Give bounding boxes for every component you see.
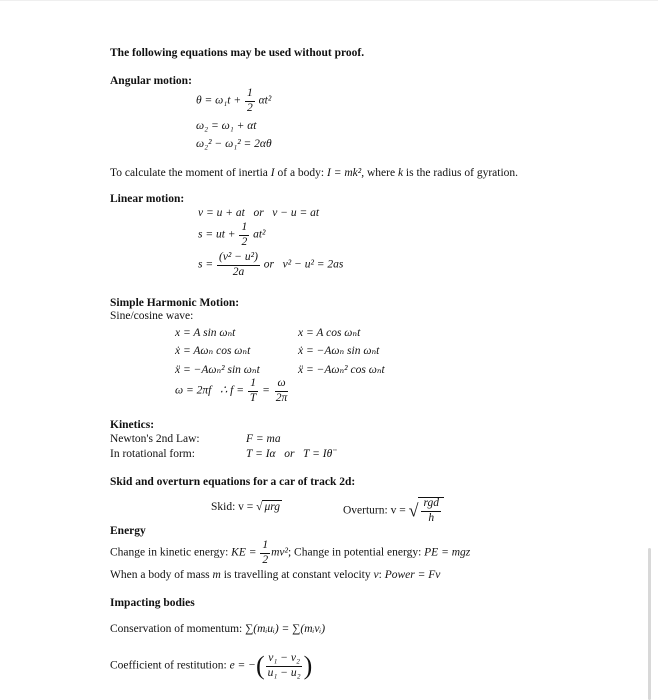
shm-right-0: x = A cos ωₙt — [298, 327, 361, 339]
energy-line2-b: is travelling at constant velocity — [220, 569, 374, 581]
fraction-numerator: v₁ − v₂ — [266, 653, 302, 667]
skid-root: μrg — [264, 501, 281, 513]
linear-heading: Linear motion: — [110, 193, 185, 205]
angular-eq1 — [196, 88, 271, 114]
skid-formula — [211, 500, 282, 513]
fraction-numerator: 1 — [239, 222, 249, 236]
energy-var-v: v — [373, 569, 379, 581]
impact-heading: Impacting bodies — [110, 597, 195, 609]
vertical-scrollbar[interactable] — [648, 548, 651, 700]
fraction-numerator: 1 — [248, 378, 258, 392]
overturn-formula — [343, 497, 444, 524]
fraction-denominator: u₁ − u₂ — [267, 666, 301, 679]
right-paren-icon: ) — [303, 651, 313, 680]
inertia-line — [110, 167, 518, 179]
kinetics-row1-eq: F = ma — [246, 433, 281, 445]
kinetics-row1-label: Newton's 2nd Law: — [110, 433, 200, 445]
inertia-text-mid: of a body: — [274, 167, 328, 179]
energy-ke2: mv² — [271, 546, 288, 559]
shm-right-1: ẋ = −Aωₙ sin ωₙt — [298, 345, 380, 357]
sqrt-icon: √ — [408, 500, 419, 521]
shm-left-0: x = A sin ωₙt — [175, 327, 236, 339]
angular-eq1-fraction — [245, 88, 255, 114]
inertia-text-end: is the radius of gyration. — [403, 167, 519, 179]
linear-eq3 — [198, 252, 343, 278]
angular-eq3: ω₂² − ω₁² = 2αθ — [196, 138, 272, 150]
skid-label: Skid: v = — [211, 501, 254, 513]
fraction-denominator: 2 — [262, 553, 269, 566]
shm-frequency — [175, 378, 290, 404]
angular-eq2: ω₂ = ω₁ + αt — [196, 120, 257, 132]
restitution-left: e = − — [229, 659, 256, 672]
linear-eq2 — [198, 222, 265, 248]
restitution-line — [110, 653, 312, 679]
shm-right-2: ẍ = −Aωₙ² cos ωₙt — [298, 364, 385, 376]
fraction-denominator: 2π — [275, 391, 288, 404]
fraction-numerator: 1 — [245, 88, 255, 102]
shm-heading: Simple Harmonic Motion: — [110, 297, 240, 309]
fraction-denominator: h — [428, 511, 435, 524]
skid-heading: Skid and overturn equations for a car of track 2d: — [110, 476, 356, 488]
linear-eq2-left: s = ut + — [198, 228, 236, 241]
angular-eq1-right: αt² — [258, 94, 272, 107]
angular-eq1-left: θ = ω₁t + — [196, 94, 242, 107]
energy-power: Power = Fv — [384, 569, 441, 581]
top-divider — [0, 0, 658, 1]
shm-freq-fraction-1 — [248, 378, 258, 404]
kinetics-row2-eq: T = Iα or T = Iθ̈ — [246, 448, 333, 460]
restitution-fraction — [266, 653, 303, 679]
fraction-denominator: 2a — [232, 265, 245, 278]
inertia-var-i: I — [270, 167, 275, 179]
energy-line1-a: Change in kinetic energy: — [110, 546, 232, 559]
kinetics-heading: Kinetics: — [110, 419, 155, 431]
linear-eq2-right: at² — [253, 228, 266, 241]
linear-eq3-right: or v² − u² = 2as — [263, 258, 344, 271]
intro-text: The following equations may be used without proof. — [110, 47, 365, 59]
conservation-eq: ∑(mᵢuᵢ) = ∑(mᵢvᵢ) — [245, 623, 326, 635]
energy-line1 — [110, 540, 470, 566]
shm-left-1: ẋ = Aωₙ cos ωₙt — [175, 345, 251, 357]
overturn-root — [418, 497, 444, 524]
fraction-denominator: 2 — [241, 235, 248, 248]
fraction-numerator: ω — [275, 378, 287, 392]
linear-eq3-left: s = — [198, 258, 214, 271]
inertia-text-after: , where — [361, 167, 398, 179]
shm-subheading: Sine/cosine wave: — [110, 310, 194, 322]
energy-ke: KE = — [231, 546, 257, 559]
shm-freq-fraction-2 — [274, 378, 290, 404]
fraction-numerator: 1 — [260, 540, 270, 554]
fraction-denominator: T — [249, 391, 257, 404]
kinetics-row2-label: In rotational form: — [110, 448, 195, 460]
linear-eq3-fraction — [217, 252, 260, 278]
energy-line1-b: ; Change in potential energy: — [287, 546, 425, 559]
angular-heading: Angular motion: — [110, 75, 192, 87]
linear-eq1: v = u + at or v − u = at — [198, 207, 320, 219]
energy-ke-fraction — [260, 540, 270, 566]
fraction-numerator: rgd — [421, 498, 441, 512]
overturn-label: Overturn: v = — [343, 504, 406, 517]
energy-heading: Energy — [110, 525, 146, 537]
inertia-text-before: To calculate the moment of inertia — [110, 167, 271, 179]
restitution-label: Coefficient of restitution: — [110, 659, 230, 672]
fraction-numerator: (v² − u²) — [217, 252, 260, 266]
energy-pe: PE = mgz — [424, 546, 471, 559]
inertia-var-k: k — [397, 167, 404, 179]
energy-line2 — [110, 569, 440, 581]
left-paren-icon: ( — [255, 651, 265, 680]
shm-freq-left: ω = 2πf ∴ f = — [175, 384, 244, 397]
sqrt-icon: √ — [256, 501, 263, 513]
energy-var-m: m — [212, 569, 221, 581]
energy-line2-c: : — [378, 569, 385, 581]
shm-left-2: ẍ = −Aωₙ² sin ωₙt — [175, 364, 260, 376]
overturn-fraction — [421, 498, 441, 524]
shm-freq-equals: = — [262, 384, 270, 397]
conservation-line — [110, 623, 325, 635]
fraction-denominator: 2 — [246, 101, 253, 114]
energy-line2-a: When a body of mass — [110, 569, 213, 581]
linear-eq2-fraction — [239, 222, 249, 248]
conservation-label: Conservation of momentum: — [110, 623, 246, 635]
inertia-formula: I = mk² — [327, 167, 362, 179]
